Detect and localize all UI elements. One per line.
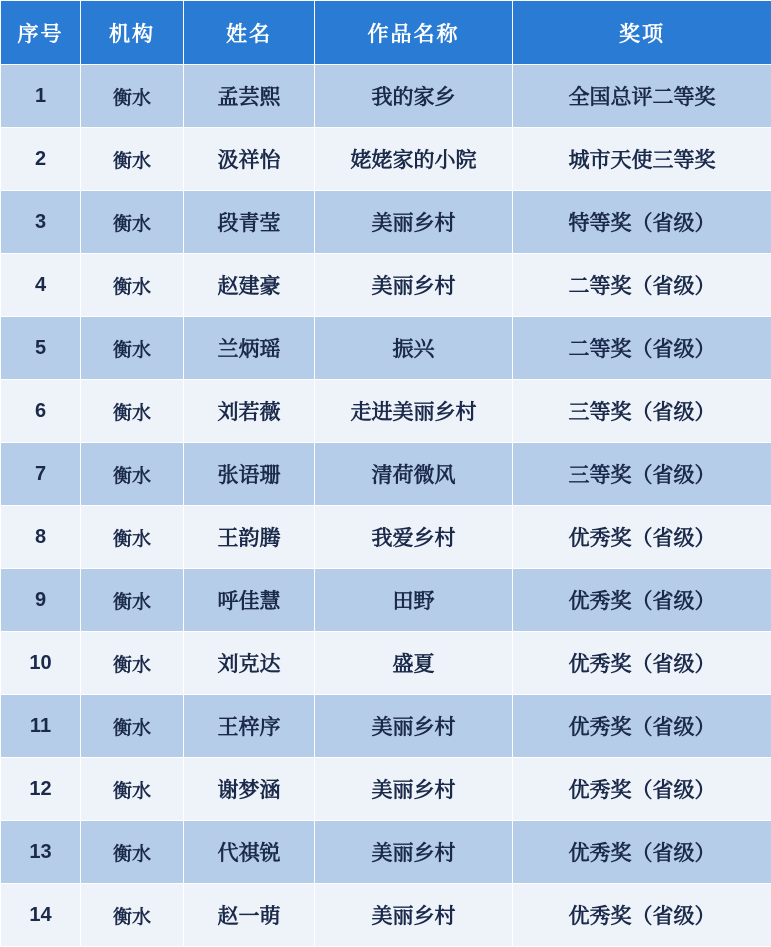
cell-name: 汲祥怡 xyxy=(184,128,315,191)
cell-index: 9 xyxy=(1,569,81,632)
cell-award: 优秀奖（省级） xyxy=(513,758,771,821)
table-row xyxy=(1,380,771,443)
column-header-org: 机构 xyxy=(81,1,184,65)
column-header-name: 姓名 xyxy=(184,1,315,65)
cell-award: 优秀奖（省级） xyxy=(513,695,771,758)
cell-work: 我的家乡 xyxy=(315,65,513,128)
cell-work: 美丽乡村 xyxy=(315,695,513,758)
table-row xyxy=(1,443,771,506)
cell-org: 衡水 xyxy=(81,758,184,821)
cell-org: 衡水 xyxy=(81,254,184,317)
cell-index: 8 xyxy=(1,506,81,569)
cell-work: 姥姥家的小院 xyxy=(315,128,513,191)
cell-work: 美丽乡村 xyxy=(315,254,513,317)
cell-org: 衡水 xyxy=(81,317,184,380)
table-row xyxy=(1,254,771,317)
cell-name: 赵建豪 xyxy=(184,254,315,317)
cell-org: 衡水 xyxy=(81,884,184,947)
cell-org: 衡水 xyxy=(81,443,184,506)
cell-award: 三等奖（省级） xyxy=(513,443,771,506)
cell-award: 优秀奖（省级） xyxy=(513,884,771,947)
cell-work: 清荷微风 xyxy=(315,443,513,506)
table-row xyxy=(1,65,771,128)
table-row xyxy=(1,758,771,821)
cell-award: 优秀奖（省级） xyxy=(513,632,771,695)
cell-index: 11 xyxy=(1,695,81,758)
table-header xyxy=(1,1,771,65)
table-row xyxy=(1,506,771,569)
column-header-award: 奖项 xyxy=(513,1,771,65)
table-row xyxy=(1,884,771,947)
cell-index: 10 xyxy=(1,632,81,695)
cell-name: 王韵腾 xyxy=(184,506,315,569)
cell-award: 优秀奖（省级） xyxy=(513,821,771,884)
cell-org: 衡水 xyxy=(81,65,184,128)
cell-work: 振兴 xyxy=(315,317,513,380)
cell-name: 代祺锐 xyxy=(184,821,315,884)
cell-index: 6 xyxy=(1,380,81,443)
cell-index: 4 xyxy=(1,254,81,317)
cell-org: 衡水 xyxy=(81,506,184,569)
cell-org: 衡水 xyxy=(81,380,184,443)
cell-index: 2 xyxy=(1,128,81,191)
cell-index: 13 xyxy=(1,821,81,884)
cell-name: 王梓序 xyxy=(184,695,315,758)
cell-org: 衡水 xyxy=(81,695,184,758)
cell-name: 呼佳慧 xyxy=(184,569,315,632)
table-row xyxy=(1,128,771,191)
cell-work: 美丽乡村 xyxy=(315,884,513,947)
cell-index: 12 xyxy=(1,758,81,821)
table-header-row xyxy=(1,1,771,65)
table-body xyxy=(1,65,771,947)
cell-org: 衡水 xyxy=(81,632,184,695)
cell-name: 刘若薇 xyxy=(184,380,315,443)
cell-work: 盛夏 xyxy=(315,632,513,695)
cell-name: 张语珊 xyxy=(184,443,315,506)
cell-work: 我爱乡村 xyxy=(315,506,513,569)
cell-org: 衡水 xyxy=(81,569,184,632)
cell-index: 14 xyxy=(1,884,81,947)
cell-work: 田野 xyxy=(315,569,513,632)
cell-award: 全国总评二等奖 xyxy=(513,65,771,128)
table-row xyxy=(1,695,771,758)
table-row xyxy=(1,191,771,254)
table-row xyxy=(1,632,771,695)
column-header-index: 序号 xyxy=(1,1,81,65)
cell-work: 美丽乡村 xyxy=(315,821,513,884)
cell-work: 美丽乡村 xyxy=(315,758,513,821)
cell-award: 二等奖（省级） xyxy=(513,254,771,317)
cell-work: 走进美丽乡村 xyxy=(315,380,513,443)
cell-name: 刘克达 xyxy=(184,632,315,695)
cell-index: 3 xyxy=(1,191,81,254)
cell-name: 孟芸熙 xyxy=(184,65,315,128)
cell-award: 城市天使三等奖 xyxy=(513,128,771,191)
cell-name: 赵一萌 xyxy=(184,884,315,947)
cell-name: 兰炳瑶 xyxy=(184,317,315,380)
cell-name: 段青莹 xyxy=(184,191,315,254)
cell-award: 优秀奖（省级） xyxy=(513,569,771,632)
column-header-work: 作品名称 xyxy=(315,1,513,65)
cell-index: 1 xyxy=(1,65,81,128)
cell-award: 特等奖（省级） xyxy=(513,191,771,254)
cell-org: 衡水 xyxy=(81,821,184,884)
table-row xyxy=(1,569,771,632)
cell-org: 衡水 xyxy=(81,191,184,254)
table-row xyxy=(1,821,771,884)
cell-index: 7 xyxy=(1,443,81,506)
cell-award: 三等奖（省级） xyxy=(513,380,771,443)
cell-award: 优秀奖（省级） xyxy=(513,506,771,569)
cell-award: 二等奖（省级） xyxy=(513,317,771,380)
cell-org: 衡水 xyxy=(81,128,184,191)
cell-name: 谢梦涵 xyxy=(184,758,315,821)
cell-index: 5 xyxy=(1,317,81,380)
cell-work: 美丽乡村 xyxy=(315,191,513,254)
table-row xyxy=(1,317,771,380)
